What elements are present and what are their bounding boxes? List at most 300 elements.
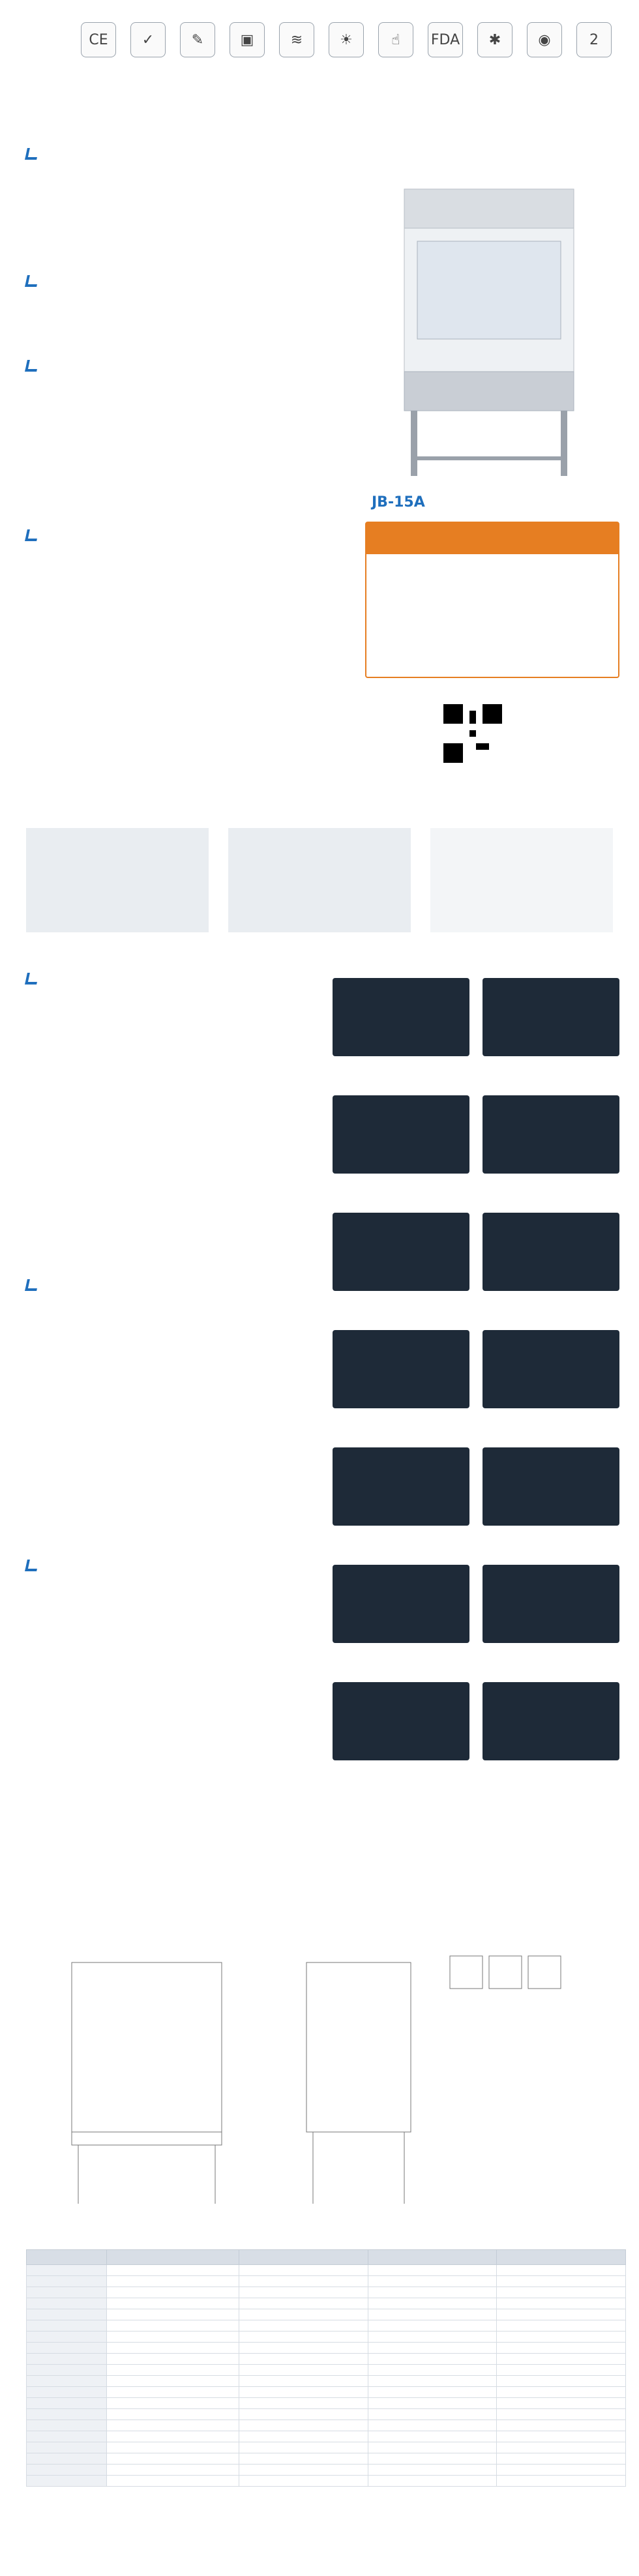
certification-label [475,59,515,66]
section-line [39,1714,326,1726]
section-marker-icon [25,1560,39,1571]
certification-strip [78,22,614,66]
spec-cell [368,2398,497,2409]
screen-caption [333,1412,469,1421]
promo-line [376,624,609,636]
spec-cell [107,2376,239,2387]
section-line [39,293,365,306]
certification-label [227,59,267,66]
section-line [39,415,365,428]
spec-cell [497,2442,626,2453]
spec-row [27,2465,626,2476]
section-line [39,1322,326,1335]
spec-row [27,2365,626,2376]
section-line [39,502,365,514]
spec-cell [107,2387,239,2398]
dimension-legend-item [502,2073,626,2081]
photo-caption [26,938,209,947]
feature-photo-row [26,828,613,945]
certification-icon: ✱ [477,22,513,57]
spec-cell [27,2309,107,2320]
spec-cell [107,2476,239,2487]
section-6 [26,1278,326,1533]
spec-cell [107,2276,239,2287]
spec-cell [107,2309,239,2320]
spec-row [27,2332,626,2343]
spec-cell [239,2409,368,2420]
qr-caption [443,769,613,778]
page-title [26,91,417,113]
promo-headline [366,523,618,554]
certification-label [425,59,466,66]
dimension-legend-item [502,2149,626,2157]
spec-row [27,2309,626,2320]
screen-caption [333,1177,469,1187]
certification-icon: ≋ [279,22,314,57]
dimension-legend-item [502,2064,626,2073]
section-line [39,465,365,477]
spec-cell [239,2376,368,2387]
section-line [39,331,365,343]
spec-cell [239,2365,368,2376]
screen-caption [483,1764,619,1773]
screen-caption [333,1764,469,1773]
spec-cell [497,2265,626,2276]
section-line [39,179,365,191]
dimension-legend-item [502,2115,626,2124]
spec-cell [497,2320,626,2332]
section-line [39,241,365,253]
section-5 [26,971,326,1251]
section-line [39,1409,326,1421]
spec-cell [368,2298,497,2309]
spec-cell [497,2431,626,2442]
spec-cell [368,2453,497,2465]
dimension-legend-item [502,2098,626,2107]
section-line [39,1359,326,1372]
spec-row [27,2265,626,2276]
section-body [26,293,365,343]
spec-cell [239,2431,368,2442]
spec-row [27,2420,626,2431]
certification-icon: ▣ [230,22,265,57]
section-marker-icon [25,148,39,160]
screen-caption [333,1060,469,1069]
certification-icon: ✓ [130,22,166,57]
screen-thumbnail [483,1682,619,1760]
section-7 [26,1558,326,1776]
dimension-legend-item [502,2124,626,2132]
spec-cell [27,2398,107,2409]
spec-cell [27,2332,107,2343]
section-line [39,1053,326,1065]
section-body [26,1578,326,1776]
spec-cell [27,2387,107,2398]
section-body [26,1297,326,1533]
certification-icon: CE [81,22,116,57]
section-line [39,1140,326,1152]
spec-cell [27,2354,107,2365]
section-line [39,1520,326,1533]
spec-cell [27,2476,107,2487]
spec-row [27,2409,626,2420]
spec-header [368,2250,497,2265]
spec-cell [239,2332,368,2343]
spec-cell [497,2276,626,2287]
section-line [39,548,365,560]
screen-caption [483,1177,619,1187]
section-line [39,490,365,502]
section-line [39,1421,326,1434]
dimension-unit-note [509,1910,626,1919]
promo-line [376,574,609,587]
spec-row [27,2287,626,2298]
certification-label [574,59,614,66]
qr-code-icon[interactable] [443,704,502,763]
section-line [39,440,365,452]
certification-badge [425,22,466,66]
section-line [39,1177,326,1189]
section-line [39,1434,326,1446]
spec-cell [368,2320,497,2332]
spec-cell [239,2442,368,2453]
spec-cell [497,2365,626,2376]
promo-box [365,522,619,678]
spec-table [26,2249,626,2487]
spec-header [27,2250,107,2265]
section-line [39,1347,326,1359]
spec-cell [107,2265,239,2276]
screen-caption [483,1530,619,1539]
section-line [39,597,365,610]
spec-cell [497,2332,626,2343]
certification-label [524,59,565,66]
certification-badge [177,22,218,66]
spec-cell [239,2420,368,2431]
dimension-legend-item [502,2081,626,2090]
spec-cell [27,2298,107,2309]
screen-caption [333,1295,469,1304]
spec-cell [239,2298,368,2309]
feature-photo [228,828,411,932]
certification-badge [574,22,614,66]
section-line [39,1090,326,1103]
spec-cell [239,2265,368,2276]
spec-cell [497,2343,626,2354]
spec-header [497,2250,626,2265]
spec-cell [239,2453,368,2465]
screen-caption [333,1647,469,1656]
section-marker-icon [25,529,39,541]
dimension-legend-item [502,2090,626,2098]
certification-label [376,59,416,66]
spec-cell [27,2320,107,2332]
spec-cell [368,2309,497,2320]
spec-cell [368,2442,497,2453]
spec-cell [497,2287,626,2298]
screen-thumbnail [333,978,469,1056]
section-line [39,1471,326,1483]
section-4 [26,528,365,647]
section-line [39,634,365,647]
section-line [39,1335,326,1347]
section-line [39,1677,326,1689]
spec-cell [239,2287,368,2298]
section-body [26,378,365,527]
section-line [39,1028,326,1041]
dimension-legend-item [502,2140,626,2149]
section-line [39,1458,326,1471]
spec-row [27,2431,626,2442]
section-2 [26,274,365,343]
screen-caption [483,1295,619,1304]
screen-thumbnail [483,1330,619,1408]
section-line [39,1127,326,1140]
certification-label [177,59,218,66]
spec-row [27,2354,626,2365]
section-3 [26,359,365,527]
section-line [39,1739,326,1751]
spec-cell [368,2354,497,2365]
section-line [39,1652,326,1665]
spec-cell [27,2453,107,2465]
screen-thumbnail [333,1565,469,1643]
dimension-legend-item [502,2166,626,2174]
section-line [39,1764,326,1776]
certification-badge [128,22,168,66]
spec-header-row [27,2250,626,2265]
certification-label [78,59,119,66]
spec-cell [107,2453,239,2465]
spec-cell [27,2465,107,2476]
certification-badge [78,22,119,66]
section-line [39,1384,326,1397]
section-line [39,1603,326,1615]
section-line [39,1214,326,1226]
spec-cell [107,2343,239,2354]
section-line [39,622,365,634]
spec-row [27,2298,626,2309]
spec-row [27,2453,626,2465]
spec-cell [497,2409,626,2420]
certification-badge [326,22,366,66]
spec-cell [107,2320,239,2332]
section-line [39,1446,326,1458]
spec-cell [107,2298,239,2309]
section-line [39,403,365,415]
spec-header [239,2250,368,2265]
spec-cell [497,2376,626,2387]
spec-cell [239,2276,368,2287]
promo-line [376,636,609,649]
screen-thumbnail [483,1095,619,1174]
spec-row [27,2320,626,2332]
spec-cell [27,2265,107,2276]
section-line [39,1508,326,1520]
spec-row [27,2343,626,2354]
promo-line [376,612,609,624]
section-marker-icon [25,1279,39,1291]
spec-cell [368,2409,497,2420]
spec-cell [107,2354,239,2365]
spec-cell [239,2354,368,2365]
certification-badge [376,22,416,66]
spec-cell [107,2287,239,2298]
spec-cell [368,2276,497,2287]
section-line [39,1003,326,1016]
spec-cell [239,2320,368,2332]
section-line [39,452,365,465]
certification-badge [227,22,267,66]
section-line [39,1372,326,1384]
screen-caption [333,1530,469,1539]
section-line [39,1702,326,1714]
spec-cell [239,2465,368,2476]
section-line [39,1640,326,1652]
section-marker-icon [25,275,39,287]
spec-cell [27,2376,107,2387]
section-line [39,1016,326,1028]
spec-cell [107,2365,239,2376]
screen-gallery [333,978,626,1813]
biosafety-cabinet-image [365,183,613,489]
spec-header [107,2250,239,2265]
spec-cell [368,2476,497,2487]
dimension-legend-item [502,2132,626,2140]
spec-cell [368,2431,497,2442]
section-line [39,1496,326,1508]
section-line [39,1483,326,1496]
section-line [39,477,365,490]
spec-cell [368,2265,497,2276]
promo-line [376,599,609,612]
certification-icon: ✎ [180,22,215,57]
spec-cell [27,2365,107,2376]
dimension-legend-item [502,2157,626,2166]
dimension-legend-item [502,2174,626,2183]
section-line [39,1078,326,1090]
spec-row [27,2387,626,2398]
section-line [39,1310,326,1322]
spec-cell [107,2409,239,2420]
screen-thumbnail [333,1213,469,1291]
spec-row [27,2398,626,2409]
promo-line [376,562,609,574]
section-line [39,166,365,179]
promo-body [366,554,618,657]
feature-photo [26,828,209,932]
section-line [39,1152,326,1164]
dimension-legend-item [502,2107,626,2115]
feature-photo [430,828,613,932]
certification-label [276,59,317,66]
spec-cell [497,2354,626,2365]
section-line [39,1103,326,1115]
section-line [39,1578,326,1590]
section-line [39,560,365,572]
spec-cell [497,2298,626,2309]
screen-thumbnail [333,1095,469,1174]
section-line [39,585,365,597]
spec-cell [27,2276,107,2287]
screen-thumbnail [333,1330,469,1408]
section-line [39,228,365,241]
section-line [39,306,365,318]
section-line [39,1041,326,1053]
section-body [26,548,365,647]
section-line [39,1726,326,1739]
section-body [26,166,365,265]
spec-cell [239,2398,368,2409]
section-line [39,1164,326,1177]
section-line [39,216,365,228]
section-line [39,1627,326,1640]
section-line [39,991,326,1003]
section-line [39,1615,326,1627]
model-code: JB-15A [372,494,425,511]
spec-cell [27,2343,107,2354]
screen-caption [483,1412,619,1421]
section-line [39,428,365,440]
section-marker-icon [25,973,39,985]
spec-row [27,2276,626,2287]
screen-thumbnail [483,978,619,1056]
qr-block [443,704,613,822]
spec-cell [368,2365,497,2376]
spec-cell [368,2287,497,2298]
section-line [39,203,365,216]
certification-icon: ◉ [527,22,562,57]
spec-cell [27,2409,107,2420]
section-line [39,1189,326,1202]
certification-label [326,59,366,66]
screen-thumbnail [333,1447,469,1526]
certification-icon: ☀ [329,22,364,57]
spec-cell [497,2476,626,2487]
spec-cell [368,2332,497,2343]
spec-cell [107,2398,239,2409]
section-body [26,991,326,1251]
photo-caption [228,938,411,947]
section-line [39,1202,326,1214]
screen-thumbnail [483,1447,619,1526]
promo-line [376,587,609,599]
spec-cell [497,2453,626,2465]
section-line [39,1397,326,1409]
certification-icon: ☝ [378,22,413,57]
spec-cell [368,2376,497,2387]
section-line [39,1590,326,1603]
spec-cell [368,2343,497,2354]
spec-cell [497,2398,626,2409]
spec-cell [497,2387,626,2398]
section-1 [26,147,365,265]
spec-cell [239,2309,368,2320]
certification-label [128,59,168,66]
section-line [39,1065,326,1078]
spec-cell [27,2431,107,2442]
screen-caption [483,1060,619,1069]
spec-row [27,2376,626,2387]
screen-thumbnail [483,1213,619,1291]
section-line [39,378,365,391]
section-line [39,514,365,527]
certification-badge [475,22,515,66]
section-line [39,1751,326,1764]
section-line [39,1226,326,1239]
spec-cell [107,2465,239,2476]
section-line [39,253,365,265]
